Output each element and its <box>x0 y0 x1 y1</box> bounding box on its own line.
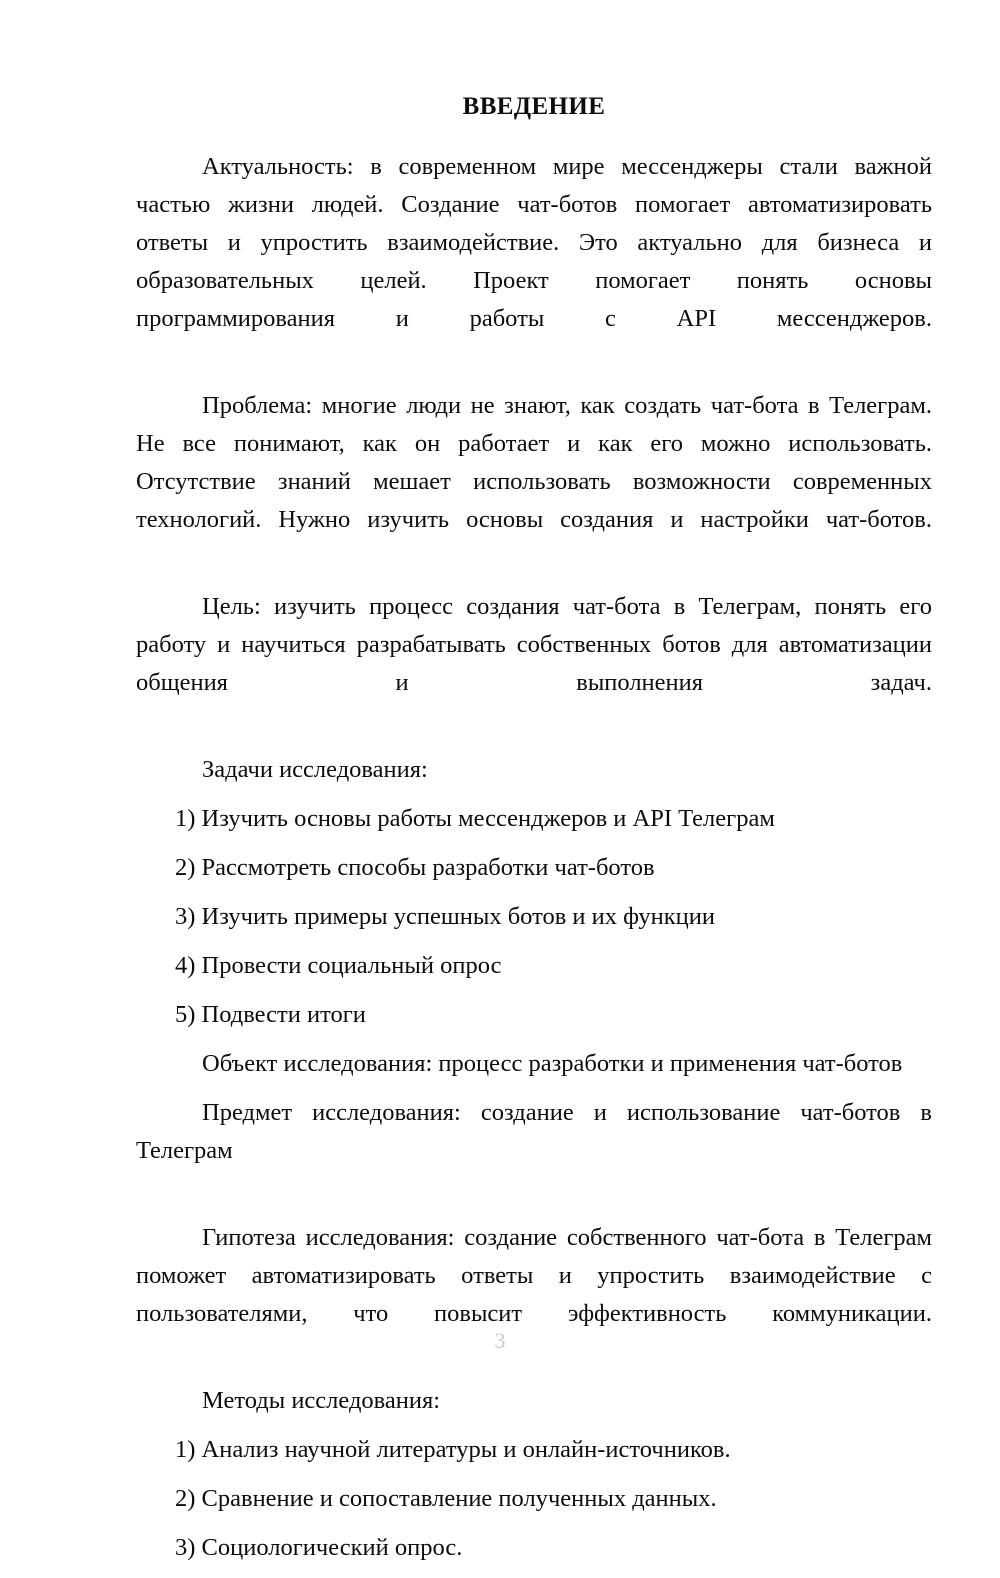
paragraph-relevance: Актуальность: в современном мире мессенджеры стали важной частью жизни людей. Создание чат-ботов помогает автоматизировать ответы и упростить взаимодействие. Это актуально для бизнеса и образовательных целей. Проект помогает понять основы программирования и работы с API мессенджеров. <box>136 153 932 332</box>
list-item: 2) Сравнение и сопоставление полученных данных. <box>175 1485 717 1512</box>
paragraph-goal: Цель: изучить процесс создания чат-бота в Телеграм, понять его работу и научиться разрабатывать собственных ботов для автоматизации общения и выполнения задач. <box>136 593 932 696</box>
list-item: 3) Изучить примеры успешных ботов и их функции <box>175 903 715 930</box>
page-number: 3 <box>494 1328 506 1353</box>
list-item: 4) Провести социальный опрос <box>175 952 502 979</box>
list-item: 5) Подвести итоги <box>175 1001 366 1028</box>
methods-heading: Методы исследования: <box>202 1387 441 1414</box>
methods-list <box>136 1431 932 1567</box>
page-title: ВВЕДЕНИЕ <box>462 93 606 120</box>
paragraph-subject: Предмет исследования: создание и использование чат-ботов в Телеграм <box>136 1099 932 1164</box>
list-item: 1) Изучить основы работы мессенджеров и API Телеграм <box>175 805 775 832</box>
paragraph-object: Объект исследования: процесс разработки и применения чат-ботов <box>202 1050 903 1077</box>
tasks-heading: Задачи исследования: <box>202 756 428 783</box>
tasks-list <box>136 800 932 1034</box>
document-body <box>136 92 932 1578</box>
paragraph-problem: Проблема: многие люди не знают, как создать чат-бота в Телеграм. Не все понимают, как он работает и как его можно использовать. Отсутствие знаний мешает использовать возможности современных технологий. Нужно изучить основы создания и настройки чат-ботов. <box>136 392 932 533</box>
list-item: 2) Рассмотреть способы разработки чат-ботов <box>175 854 655 881</box>
paragraph-hypothesis: Гипотеза исследования: создание собственного чат-бота в Телеграм поможет автоматизировать ответы и упростить взаимодействие с пользователями, что повысит эффективность коммуникации. <box>136 1224 932 1327</box>
list-item: 3) Социологический опрос. <box>175 1534 463 1561</box>
list-item: 1) Анализ научной литературы и онлайн-источников. <box>175 1436 731 1463</box>
